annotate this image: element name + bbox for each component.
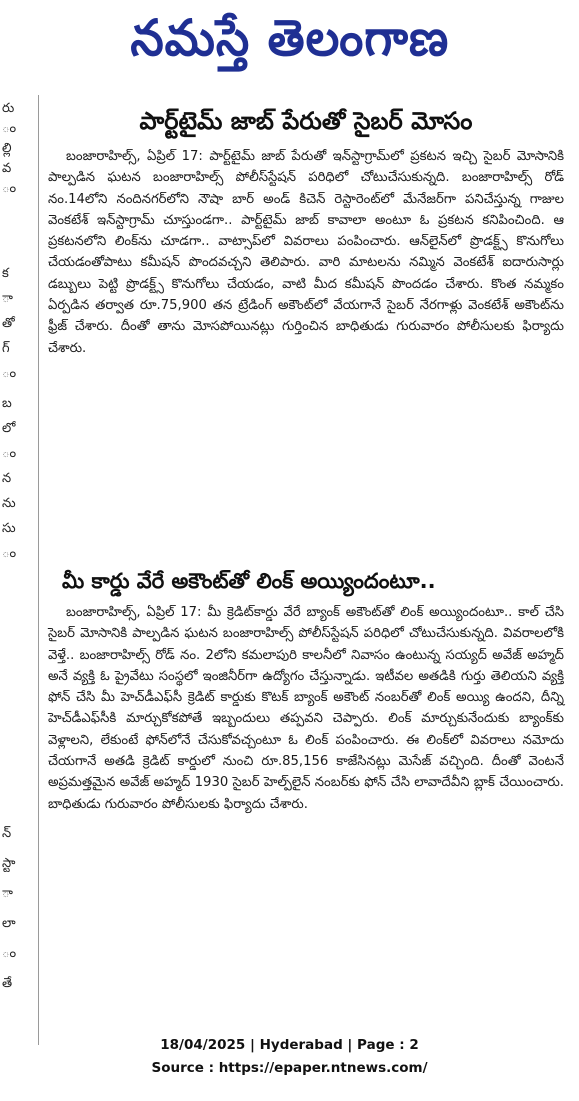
adjacent-column-fragments [0,95,22,1045]
column-fragment: ం [2,181,17,196]
page-footer [0,1034,579,1080]
column-fragment: లో [2,421,16,436]
column-fragment: ం [2,946,17,961]
column-fragment: ం [2,121,17,136]
article-paragraph: బంజారాహిల్స్, ఏప్రిల్ 17: పార్ట్‌టైమ్ జాబ్ పేరుతో ఇన్‌స్టాగ్రామ్‌లో ప్రకటన ఇచ్చి సైబర్ మోసానికి పాల్పడిన ఘటన బంజారాహిల్స్ పోలీస్‌స్టేషన్ పరిధిలో చోటుచేసుకున్నది. బంజారాహిల్స్ రోడ్ నం.14లోని నందినగర్‌లోని నౌషా బార్ అండ్ కిచెన్ రెస్టారెంట్‌లో మేనేజర్‌గా పనిచేస్తున్న గాజుల వెంకటేశ్ ఇన్‌స్టాగ్రామ్ చూస్తుండగా.. పార్ట్‌టైమ్ జాబ్ కావాలా అంటూ ఓ ప్రకటన కనిపించింది. ఆ ప్రకటనలోని లింక్‌ను చూడగా.. వాట్సాప్‌లో వివరాలు పంపించారు. ఆన్‌లైన్‌లో ప్రొడక్ట్స్ కొనుగోలు చేయడంతోపాటు కమీషన్ పొందవచ్చని తెలిపారు. వారి మాటలను నమ్మిన వెంకటేశ్ ఐదారుసార్లు డబ్బులు పెట్టి ప్రొడక్ట్స్ కొనుగోలు చేయడం, వాటి మీద కమీషన్ పొందడం చేశారు. కొంత నమ్మకం ఏర్పడిన తర్వాత రూ.75,900 తన ట్రేడింగ్ అకౌంట్‌లో వేయగానే సైబర్ నేరగాళ్లు వెంకటేశ్ అకౌంట్‌ను ఫ్రీజ్ చేశారు. దీంతో తాను మోసపోయినట్లు గుర్తించిన బాధితుడు గురువారం పోలీసులకు ఫిర్యాదు చేశారు. [48,149,564,356]
column-fragment: న్ [2,826,12,841]
column-fragment: స్టా [2,856,16,871]
dateline: 18/04/2025 | Hyderabad | Page : 2 [160,1037,419,1053]
column-fragment: తే [2,976,13,991]
column-fragment: న [2,471,12,486]
article-part-time-job-fraud [48,104,564,359]
column-fragment: సు [2,521,16,536]
column-fragment: బ [2,396,12,411]
article-headline: మీ కార్డు వేరే అకౌంట్‌తో లింక్ అయ్యిందంటూ.. [62,569,436,593]
masthead [0,0,579,88]
column-fragment: గ్ [2,341,10,356]
article-body [48,146,564,359]
column-fragment: ం [2,446,17,461]
column-divider [38,95,39,1045]
source-line: Source : https://epaper.ntnews.com/ [151,1060,428,1076]
column-fragment: రు [2,101,15,116]
newspaper-logo: నమస్తే తెలంగాణ [130,8,449,67]
column-fragment: క [2,266,9,281]
column-fragment: ం [2,366,17,381]
column-fragment: ా [2,291,13,306]
article-headline: పార్ట్‌టైమ్ జాబ్ పేరుతో సైబర్ మోసం [139,107,473,135]
article-credit-card-fraud [48,566,564,815]
column-fragment: ను [2,496,16,511]
column-fragment: తో [2,316,15,331]
column-fragment: ం [2,546,17,561]
column-fragment: లా [2,916,16,931]
column-fragment: వ [2,161,12,176]
article-body [48,602,564,815]
column-fragment: ల్లి [2,141,12,156]
column-fragment: ా [2,886,13,901]
article-paragraph: బంజారాహిల్స్, ఏప్రిల్ 17: మీ క్రెడిట్‌కార్డు వేరే బ్యాంక్ అకౌంట్‌తో లింక్ అయ్యిందంటూ.. కాల్ చేసి సైబర్ మోసానికి పాల్పడిన ఘటన బంజారాహిల్స్ పోలీస్‌స్టేషన్ పరిధిలో చోటుచేసుకున్నది. వివరాలలోకి వెళ్తే.. బంజారాహిల్స్ రోడ్ నం. 2లోని కమలాపురి కాలనీలో నివాసం ఉంటున్న సయ్యద్ అవేజ్ అహ్మద్ అనే వ్యక్తి ఓ ప్రైవేటు సంస్థలో ఇంజినీర్‌గా ఉద్యోగం చేస్తున్నాడు. ఇటీవల అతడికి గుర్తు తెలియని వ్యక్తి ఫోన్ చేసి మీ హెచ్‌డీఎఫ్‌సీ క్రెడిట్ కార్డుకు కొటక్ బ్యాంక్ అకౌంట్ నంబర్‌తో లింక్ అయ్యి ఉందని, దీన్ని హెచ్‌డీఎఫ్‌సీకి మార్చుకోకపోతే ఇబ్బందులు తప్పవని చెప్పారు. లింక్ మార్చుకునేందుకు బ్యాంక్‌కు వెళ్లాలని, లేకుంటే ఫోన్‌లోనే చేసుకోవచ్చంటూ ఓ లింక్ పంపించారు. ఈ లింక్‌లో వివరాలు నమోదు చేయగానే అతడి క్రెడిట్ కార్డులో నుంచి రూ.85,156 కాజేసినట్లు మెసేజ్ వచ్చింది. దీంతో వెంటనే అప్రమత్తమైన అవేజ్ అహ్మద్ 1930 సైబర్ హెల్ప్‌లైన్ నంబర్‌కు ఫోన్ చేసి లావాదేవీని బ్లాక్ చేయించారు. బాధితుడు గురువారం పోలీసులకు ఫిర్యాదు చేశారు. [48,605,564,812]
